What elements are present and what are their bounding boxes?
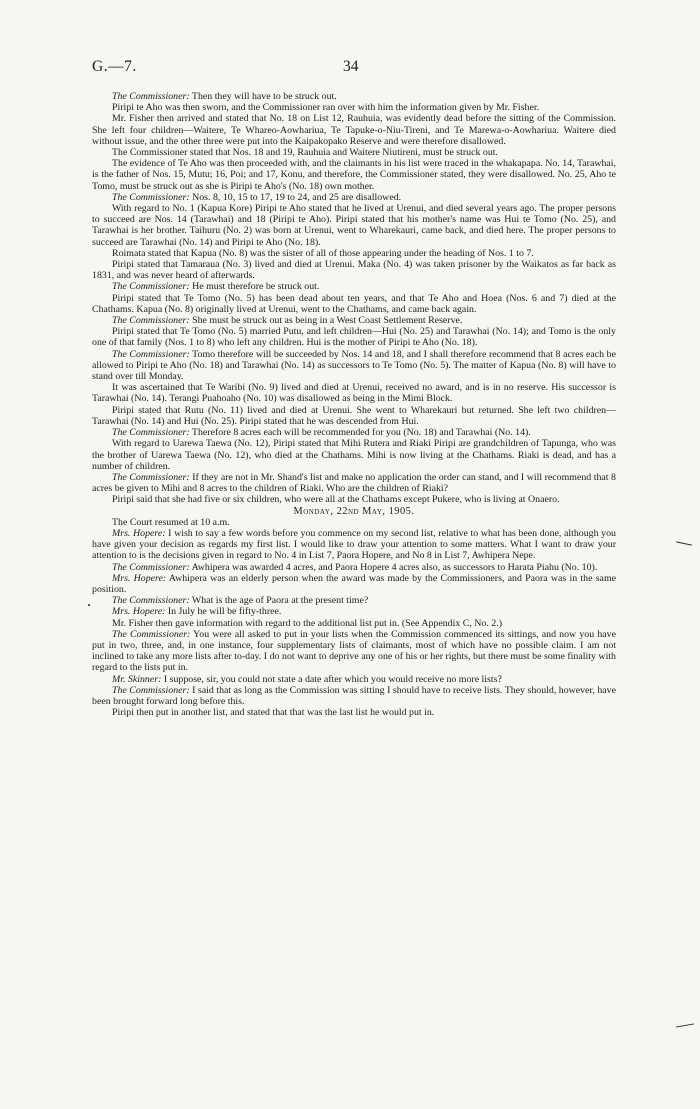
paragraph: [92, 293, 616, 315]
margin-mark: [676, 541, 692, 545]
paragraph: [92, 113, 616, 147]
paragraph-text: I suppose, sir, you could not state a date after which you would receive no more lists?: [161, 673, 502, 685]
paragraph: [92, 405, 616, 427]
paragraph: [92, 606, 616, 617]
paragraph: [92, 315, 616, 326]
speaker-label: The Commissioner:: [112, 191, 190, 203]
paragraph: [92, 707, 616, 718]
paragraph: [92, 259, 616, 281]
margin-dot: [88, 604, 90, 606]
proceedings-part-2: [92, 517, 616, 719]
paragraph-text: Piripi stated that Te Tomo (No. 5) married Putu, and left children—Hui (No. 25) and Tarawhai (No. 14); and Tomo is the only one of that family (Nos. 1 to 8) who left any children. Hui is the mother of Piripi te Aho (No. 18).: [92, 326, 616, 349]
paragraph-text: Piripi stated that Te Tomo (No. 5) has been dead about ten years, and that Te Aho and Hoea (Nos. 6 and 7) died at the Chathams. Kapua (No. 8) originally lived at Urenui, went to the Chathams, and came back again.: [92, 292, 616, 315]
paragraph: [92, 629, 616, 674]
paragraph: [92, 382, 616, 404]
speaker-label: The Commissioner:: [112, 471, 190, 483]
paragraph: [92, 102, 616, 113]
speaker-label: The Commissioner:: [112, 561, 190, 573]
paragraph-text: You were all asked to put in your lists when the Commission commenced its sittings, and now you have put in two, three, and, in one instance, four supplementary lists of claimants, most of which have no possible claim. I am not inclined to take any more lists after to-day. I do not want to deprive any one of his or her rights, but there must be some finality with regard to the lists put in.: [92, 628, 616, 674]
paragraph-text: I said that as long as the Commission was sitting I should have to receive lists. They should, however, have been brought forward long before this.: [92, 684, 616, 707]
paragraph: [92, 528, 616, 562]
speaker-label: The Commissioner:: [112, 281, 190, 293]
paragraph-text: The evidence of Te Aho was then proceeded with, and the claimants in his list were traced in the whakapapa. No. 14, Tarawhai, is the father of Nos. 15, Mutu; 16, Poi; and 17, Konu, and therefore, the Commissioner stated, they were disallowed. No. 25, Aho te Tomo, must be struck out as she is Piripi te Aho's (No. 18) own mother.: [92, 158, 616, 192]
paragraph-text: Roimata stated that Kapua (No. 8) was the sister of all of those appearing under the heading of Nos. 1 to 7.: [112, 247, 534, 259]
paragraph-text: Piripi then put in another list, and stated that that was the last list he would put in.: [112, 707, 435, 719]
paragraph: [92, 562, 616, 573]
paragraph: [92, 248, 616, 259]
paragraph-text: Piripi stated that Tamaraua (No. 3) lived and died at Urenui. Maka (No. 4) was taken prisoner by the Waikatos as far back as 1831, and was never heard of afterwards.: [92, 259, 616, 282]
paragraph-text: Piripi said that she had five or six children, who were all at the Chathams except Pukere, who is living at Onaero.: [112, 494, 560, 506]
paragraph: [92, 618, 616, 629]
paragraph: [92, 147, 616, 158]
paragraph-text: With regard to No. 1 (Kapua Kore) Piripi te Aho stated that he lived at Urenui, and died several years ago. The proper persons to succeed are Nos. 14 (Tarawhai) and 18 (Piripi te Aho). Piripi stated that his mother's name was Hui te Tomo (No. 25), and Tarawhai is her brother. Taihuru (No. 2) was born at Urenui, went to Wharekauri, came back, and died here. The proper persons to succeed are Tarawhai (No. 14) and Piripi te Aho (No. 18).: [92, 203, 616, 248]
paragraph-text: Then they will have to be struck out.: [189, 91, 337, 102]
speaker-label: Mrs. Hopere:: [112, 527, 166, 539]
paragraph: [92, 517, 616, 528]
paragraph: [92, 573, 616, 595]
paragraph: [92, 203, 616, 248]
page-number: 34: [343, 58, 359, 75]
date-heading: Monday, 22nd May, 1905.: [293, 505, 415, 517]
paragraph-text: Awhipera was an elderly person when the award was made by the Commissioners, and Paora was in the same position.: [92, 572, 617, 595]
paragraph-text: The Court resumed at 10 a.m.: [112, 516, 230, 528]
document-body: [92, 91, 616, 718]
paragraph: [92, 427, 616, 438]
document-reference: G.—7.: [92, 58, 137, 75]
speaker-label: Mrs. Hopere:: [112, 572, 167, 584]
paragraph-text: Awhipera was awarded 4 acres, and Paora Hopere 4 acres also, as successors to Harata Piahu (No. 10).: [189, 561, 598, 573]
speaker-label: Mr. Skinner:: [112, 673, 162, 685]
paragraph-text: Tomo therefore will be succeeded by Nos. 14 and 18, and I shall therefore recommend that 8 acres each be allowed to Piripi te Aho (No. 18) and Tarawhai (No. 14) as successors to Te Tomo (No. 5). The matter of Kapua (No. 8) will have to stand over till Monday.: [92, 348, 616, 383]
paragraph: [92, 674, 616, 685]
proceedings-part-1: [92, 91, 616, 506]
speaker-label: The Commissioner:: [112, 348, 190, 360]
paragraph-text: She must be struck out as being in a West Coast Settlement Reserve.: [189, 315, 463, 327]
paragraph-text: Piripi stated that Rutu (No. 11) lived and died at Urenui. She went to Wharekauri but returned. She left two children—Tarawhai (No. 14) and Hui (No. 25). Piripi stated that he was descended from Hui.: [92, 404, 616, 427]
speaker-label: The Commissioner:: [112, 315, 190, 327]
paragraph: [92, 685, 616, 707]
paragraph-text: Therefore 8 acres each will be recommended for you (No. 18) and Tarawhai (No. 14).: [189, 427, 531, 439]
paragraph: [92, 326, 616, 348]
paragraph: [92, 472, 616, 494]
paragraph: [92, 192, 616, 203]
speaker-label: The Commissioner:: [112, 427, 190, 439]
paragraph: [92, 494, 616, 505]
speaker-label: The Commissioner:: [112, 628, 191, 640]
paragraph-text: I wish to say a few words before you commence on my second list, relative to what has been done, although you have given your decision as regards my first list. I would like to draw your attention to some matters. What I want to draw your attention to is the decisions given in regard to No. 4 in List 7, Paora Hopere, and No 8 in List 7, Awhipera Nepe.: [92, 527, 616, 562]
paragraph-text: Piripi te Aho was then sworn, and the Commissioner ran over with him the information given by Mr. Fisher.: [112, 102, 540, 114]
paragraph-text: The Commissioner stated that Nos. 18 and 19, Rauhuia and Waitere Niutireni, must be struck out.: [112, 147, 498, 159]
paragraph-text: With regard to Uarewa Taewa (No. 12), Piripi stated that Mihi Rutera and Riaki Piripi are grandchildren of Tapunga, who was the brother of Uarewa Taewa (No. 12), who died at the Chathams. Mihi is now living at the Chathams. Riaki is dead, and has a number of children.: [92, 438, 616, 472]
paragraph-text: He must therefore be struck out.: [189, 281, 320, 293]
paragraph-text: Nos. 8, 10, 15 to 17, 19 to 24, and 25 are disallowed.: [189, 191, 402, 203]
paragraph: [92, 595, 616, 606]
paragraph: [92, 158, 616, 192]
speaker-label: The Commissioner:: [112, 684, 190, 696]
paragraph: [92, 438, 616, 472]
paragraph-text: Mr. Fisher then arrived and stated that No. 18 on List 12, Rauhuia, was evidently dead before the sitting of the Commission. She left four children—Waitere, Te Whareo-Aowhariua, Te Tapuke-o-Niu-Tireni, and Te Marewa-o-Aowhariua. Waitere died without issue, and the other three were put into the Kaipakopako Reserve and were therefore disallowed.: [92, 113, 616, 147]
paragraph-text: Mr. Fisher then gave information with regard to the additional list put in. (See Appendix C, No. 2.): [112, 617, 502, 629]
speaker-label: The Commissioner:: [112, 595, 190, 607]
margin-mark: [676, 1023, 694, 1027]
paragraph: [92, 349, 616, 383]
paragraph-text: What is the age of Paora at the present time?: [189, 595, 369, 607]
speaker-label: The Commissioner:: [112, 91, 190, 102]
paragraph-text: If they are not in Mr. Shand's list and make no application the order can stand, and I will recommend that 8 acres be given to Mihi and 8 acres to the children of Riaki. Who are the children of Riaki?: [92, 471, 616, 495]
paragraph: [92, 91, 616, 102]
paragraph-text: It was ascertained that Te Waribi (No. 9) lived and died at Urenui, received no award, and is in no reserve. His successor is Tarawhai (No. 14). Terangi Puahoaho (No. 10) was disallowed as being in the Mimi Block.: [92, 382, 616, 405]
paragraph-text: In July he will be fifty-three.: [165, 606, 282, 618]
paragraph: [92, 281, 616, 292]
speaker-label: Mrs. Hopere:: [112, 606, 166, 618]
